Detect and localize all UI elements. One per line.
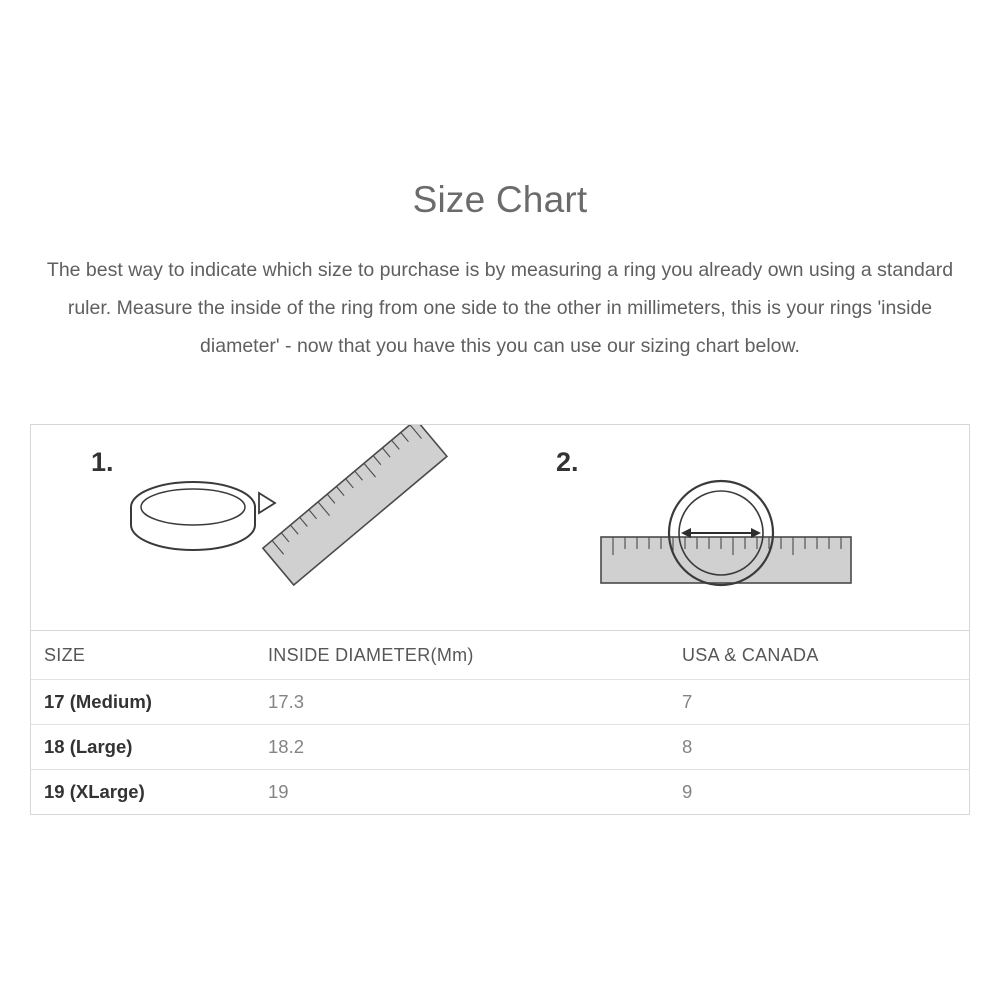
- size-table: [31, 631, 969, 814]
- illustration-svg: [31, 425, 969, 629]
- cell-usa-canada: 9: [682, 781, 693, 802]
- cell-diameter: 19: [268, 781, 289, 802]
- cell-diameter: 17.3: [268, 680, 682, 725]
- table-row: [31, 770, 969, 815]
- table-row: [31, 680, 969, 725]
- cell-size: 18 (Large): [31, 725, 268, 770]
- measuring-illustration: [31, 425, 969, 631]
- cell-usa-canada: 8: [682, 725, 969, 770]
- cell-usa-canada: 7: [682, 680, 969, 725]
- cell-diameter: 18.2: [268, 725, 682, 770]
- table-header-usa-canada: USA & CANADA: [682, 631, 969, 680]
- intro-text: The best way to indicate which size to purchase is by measuring a ring you already own using a standard ruler. Measure the inside of the ring from one side to the other in millimeters, this is your rings 'inside diameter' - now that you have this you can use our sizing chart below.: [46, 258, 954, 357]
- cell-size: 17 (Medium): [31, 680, 268, 725]
- step-two-label: 2.: [556, 447, 579, 477]
- ruler-icon-2: [601, 537, 851, 583]
- table-header-diameter: INSIDE DIAMETER(Mm): [268, 631, 682, 680]
- size-chart-box: [30, 424, 970, 815]
- table-row: [31, 725, 969, 770]
- table-header-row: [31, 631, 969, 680]
- step-one-label: 1.: [91, 447, 114, 477]
- table-header-size: SIZE: [31, 631, 268, 680]
- ruler-icon: [263, 425, 447, 585]
- page-title: Size Chart: [412, 179, 588, 220]
- arrow-pointer-icon: [259, 493, 275, 513]
- ring-icon: [131, 482, 255, 550]
- cell-size: 19 (XLarge): [44, 781, 145, 802]
